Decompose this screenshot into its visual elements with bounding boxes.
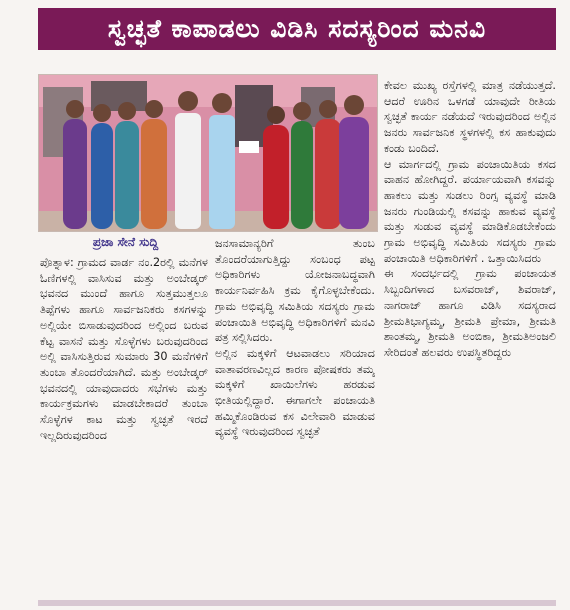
article-column-1: ಪೊತ್ನಾಳ: ಗ್ರಾಮದ ವಾರ್ಡ ನಂ.2ರಲ್ಲಿ ಮನೆಗಳ ಓಣಿಗಳಲ್ಲಿ ವಾಸಿಸುವ ಮತ್ತು ಅಂಬೇಡ್ಕರ್ ಭವನದ ಮುಂದೆ ಹಾಗೂ ಸುತ್ತಮುತ್ತಲೂ ತಿಪ್ಪೆಗಳು ಹಾಗೂ ಸಾರ್ವಜನಿಕರು ಕಸಗಳನ್ನು ಅಲ್ಲಿಯೇ ಬಿಸಾಡುವುದರಿಂದ ಅಲ್ಲಿಂದ ಬರುವ ಕೆಟ್ಟ ವಾಸನೆ ಮತ್ತು ಸೊಳ್ಳೆಗಳು ಬರುವುದರಿಂದ ಅಲ್ಲಿ ವಾಸಿಸುತ್ತಿರುವ ಸುಮಾರು 30 ಮನೆಗಳಿಗೆ ತುಂಬಾ ತೊಂದರೆಯಾಗಿದೆ. ಮತ್ತು ಅಂಬೇಡ್ಕರ್ ಭವನದಲ್ಲಿ ಯಾವುದಾದರು ಸಭೆಗಳು ಮತ್ತು ಕಾರ್ಯಕ್ರಮಗಳು ಮಾಡಬೇಕಾದರೆ ತುಂಬಾ ಸೊಳ್ಳೆಗಳ ಕಾಟ ಮತ್ತು ಸ್ವಚ್ಛತೆ ಇರದೆ ಇಲ್ಲದಿರುವುದರಿಂದ [40,256,208,442]
news-photo [38,74,378,232]
byline: ಪ್ರಜಾ ಸೇನೆ ಸುದ್ದಿ [92,235,159,249]
headline: ಸ್ವಚ್ಛತೆ ಕಾಪಾಡಲು ವಿಡಿಸಿ ಸದಸ್ಯರಿಂದ ಮನವಿ [38,8,556,50]
article-column-2: ಜನಸಾಮಾನ್ಯರಿಗೆ ತುಂಬ ತೊಂದರೆಯಾಗುತ್ತಿದ್ದು ಸಂಬಂಧ ಪಟ್ಟ ಅಧಿಕಾರಿಗಳು ಯೋಜನಾಬದ್ಧವಾಗಿ ಕಾರ್ಯನಿರ್ವಹಿಸಿ ಕ್ರಮ ಕೈಗೊಳ್ಳಬೇಕೆಂದು. ಗ್ರಾಮ ಅಭಿವೃದ್ಧಿ ಸಮಿತಿಯ ಸದಸ್ಯರು ಗ್ರಾಮ ಪಂಚಾಯಿತಿ ಅಭಿವೃದ್ಧಿ ಅಧಿಕಾರಿಗಳಿಗೆ ಮನವಿ ಪತ್ರ ಸಲ್ಲಿಸಿದರು. ಅಲ್ಲಿನ ಮಕ್ಕಳಿಗೆ ಆಟವಾಡಲು ಸರಿಯಾದ ವಾತಾವರಣವಿಲ್ಲದ ಕಾರಣ ಪೋಷಕರು ತಮ್ಮ ಮಕ್ಕಳಿಗೆ ಖಾಯಿಲೆಗಳು ಹರಡುವ ಭೀತಿಯಲ್ಲಿದ್ದಾರೆ. ಈಗಾಗಲೇ ಪಂಚಾಯತಿ ಹಮ್ಮಿಕೊಂಡಿರುವ ಕಸ ವಿಲೇವಾರಿ ಮಾಡುವ ವ್ಯವಸ್ಥೆ ಇರುವುದರಿಂದ ಸ್ವಚ್ಛತೆ [215,237,375,439]
article-column-3: ಕೇವಲ ಮುಖ್ಯ ರಸ್ತೆಗಳಲ್ಲಿ ಮಾತ್ರ ನಡೆಯುತ್ತದೆ. ಆದರೆ ಊರಿನ ಒಳಗಡೆ ಯಾವುದೇ ರೀತಿಯ ಸ್ವಚ್ಛತೆ ಕಾರ್ಯ ನಡೆಯದೆ ಇರುವುದರಿಂದ ಅಲ್ಲಿನ ಜನರು ಸಾರ್ವಜನಿಕ ಸ್ಥಳಗಳಲ್ಲಿ ಕಸ ಹಾಕುವುದು ಕಂಡು ಬಂದಿದೆ. ಆ ಮಾರ್ಗದಲ್ಲಿ ಗ್ರಾಮ ಪಂಚಾಯಿತಿಯ ಕಸದ ವಾಹನ ಹೋಗಿದ್ದರೆ. ಪರ್ಯಾಯವಾಗಿ ಕಸವನ್ನು ಹಾಕಲು ಮತ್ತು ಸುಡಲು ರಿಂಗ್ಸ ವ್ಯವಸ್ಥೆ ಮಾಡಿ ಜನರು ಗುಂಡಿಯಲ್ಲಿ ಕಸವನ್ನು ಹಾಕುವ ವ್ಯವಸ್ಥೆ ಮತ್ತು ಸುಡುವ ವ್ಯವಸ್ಥೆ ಮಾಡಿಕೊಡಬೇಕೆಂದು ಗ್ರಾಮ ಅಭಿವೃದ್ಧಿ ಸಮಿತಿಯ ಸದಸ್ಯರು ಗ್ರಾಮ ಪಂಚಾಯಿತಿ ಅಧಿಕಾರಿಗಳಿಗೆ . ಒತ್ತಾಯಿಸಿದರು ಈ ಸಂದರ್ಭದಲ್ಲಿ ಗ್ರಾಮ ಪಂಚಾಯತ ಸಿಬ್ಬಂದಿಗಳಾದ ಬಸವರಾಜ್, ಶಿವರಾಜ್, ನಾಗರಾಜ್ ಹಾಗೂ ವಿಡಿಸಿ ಸದಸ್ಯರಾದ ಶ್ರೀಮತಿಭಾಗ್ಯಮ್ಮ, ಶ್ರೀಮತಿ ಪ್ರೇಮಾ, ಶ್ರೀಮತಿ ಶಾಂತಮ್ಮ, ಶ್ರೀಮತಿ ಅಂಬಿಕಾ, ಶ್ರೀಮತಿಅಂಜಲಿ ಸೇರಿದಂತೆ ಹಲವರು ಉಪಸ್ಥಿತರಿದ್ದರು [384,79,556,359]
bottom-divider [38,600,556,606]
